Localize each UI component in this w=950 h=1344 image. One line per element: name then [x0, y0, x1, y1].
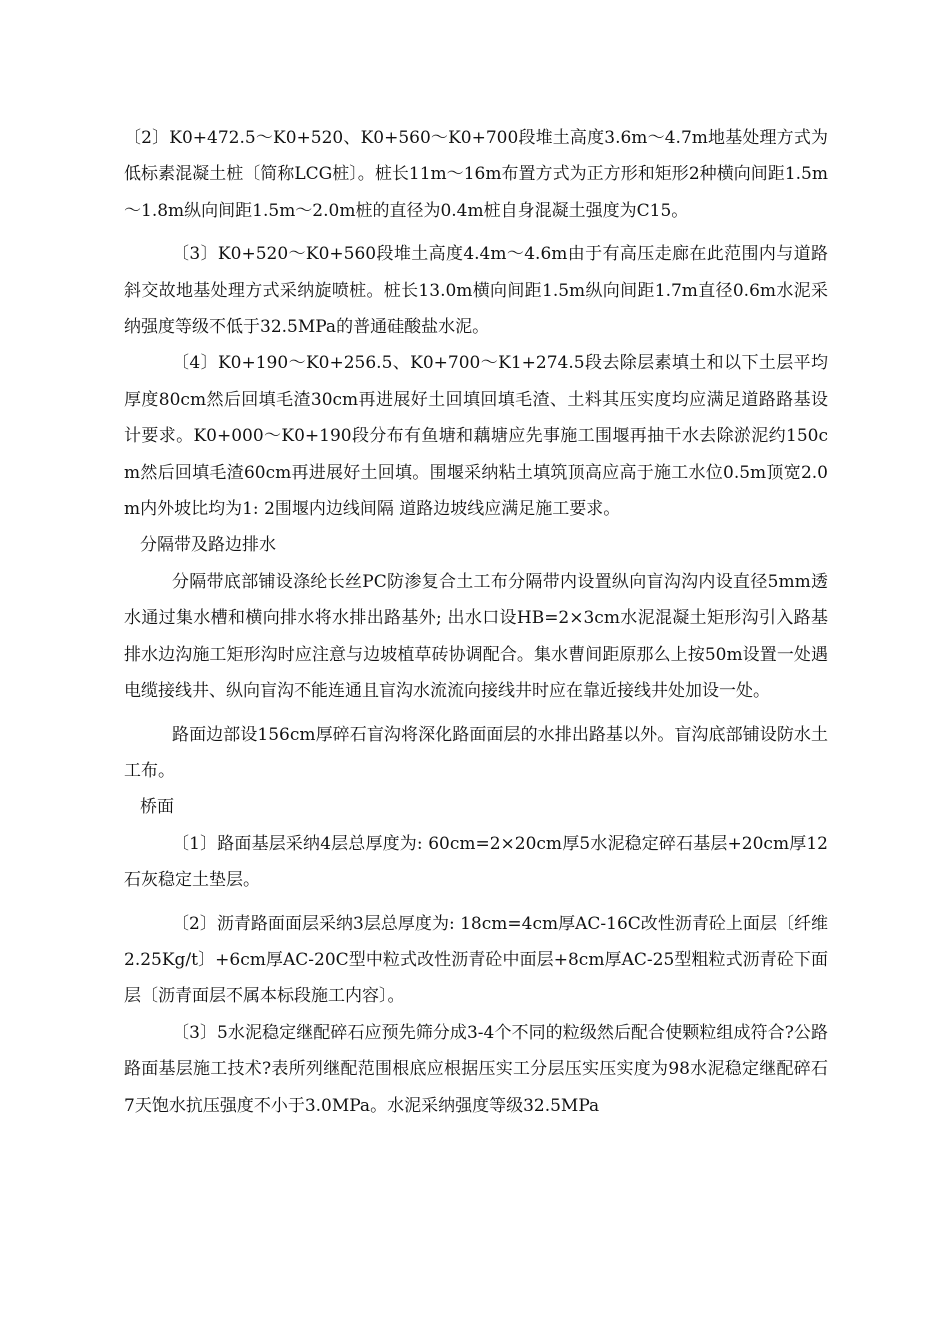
section-heading-bridge-deck: 桥面 — [140, 797, 174, 818]
paragraph-cement-stabilized-gravel: 〔3〕5水泥稳定继配碎石应预先筛分成3-4个不同的粒级然后配合使颗粒组成符合?公路路面基层施工技术?表所列继配范围根底应根据压实工分层压实压实度为98水泥稳定继配碎石7天饱水抗压强度不小于3.0MPa。水泥采纳强度等级32.5MPa — [124, 1022, 828, 1116]
section-heading-median-drainage: 分隔带及路边排水 — [140, 535, 276, 556]
paragraph-median-drainage: 分隔带底部铺设涤纶长丝PC防渗复合土工布分隔带内设置纵向盲沟沟内设直径5mm透水通过集水槽和横向排水将水排出路基外; 出水口设HB=2×3cm水泥混凝土矩形沟引入路基排水边沟施工矩形沟时应注意与边坡植草砖协调配合。集水曹间距原那么上按50m设置一处遇电缆接线井、纵向盲沟不能连通且盲沟水流流向接线井时应在靠近接线井处加设一处。 — [124, 571, 828, 702]
paragraph-ground-treatment-lcg: 〔2〕K0+472.5～K0+520、K0+560～K0+700段堆土高度3.6m～4.7m地基处理方式为低标素混凝土桩〔简称LCG桩〕。桩长11m～16m布置方式为正方形和矩形2种横向间距1.5m～1.8m纵向间距1.5m～2.0m桩的直径为0.4m桩自身混凝土强度为C15。 — [124, 128, 828, 221]
paragraph-ground-treatment-jet-grouting: 〔3〕K0+520～K0+560段堆土高度4.4m～4.6m由于有高压走廊在此范围内与道路斜交故地基处理方式采纳旋喷桩。桩长13.0m横向间距1.5m纵向间距1.7m直径0.6m水泥采纳强度等级不低于32.5MPa的普通硅酸盐水泥。 — [124, 244, 828, 338]
paragraph-asphalt-surface: 〔2〕沥青路面面层采纳3层总厚度为: 18cm=4cm厚AC-16C改性沥青砼上面层〔纤维2.25Kg/t〕+6cm厚AC-20C型中粒式改性沥青砼中面层+8cm厚AC-25型粗粒式沥青砼下面层〔沥青面层不属本标段施工内容〕。 — [124, 913, 828, 1007]
paragraph-backfill-cofferdam: 〔4〕K0+190～K0+256.5、K0+700～K1+274.5段去除层素填土和以下土层平均厚度80cm然后回填毛渣30cm再进展好土回填回填毛渣、土料其压实度均应满足道路路基设计要求。K0+000～K0+190段分布有鱼塘和藕塘应先事施工围堰再抽干水去除淤泥约150cm然后回填毛渣60cm再进展好土回填。围堰采纳粘土填筑顶高应高于施工水位0.5m顶宽2.0m内外坡比均为1: 2围堰内边线间隔 道路边坡线应满足施工要求。 — [124, 353, 828, 520]
paragraph-base-layer: 〔1〕路面基层采纳4层总厚度为: 60cm=2×20cm厚5水泥稳定碎石基层+20cm厚12石灰稳定土垫层。 — [124, 833, 828, 891]
document-body — [124, 120, 828, 1124]
paragraph-edge-blind-ditch: 路面边部设156cm厚碎石盲沟将深化路面面层的水排出路基以外。盲沟底部铺设防水土工布。 — [124, 724, 828, 781]
